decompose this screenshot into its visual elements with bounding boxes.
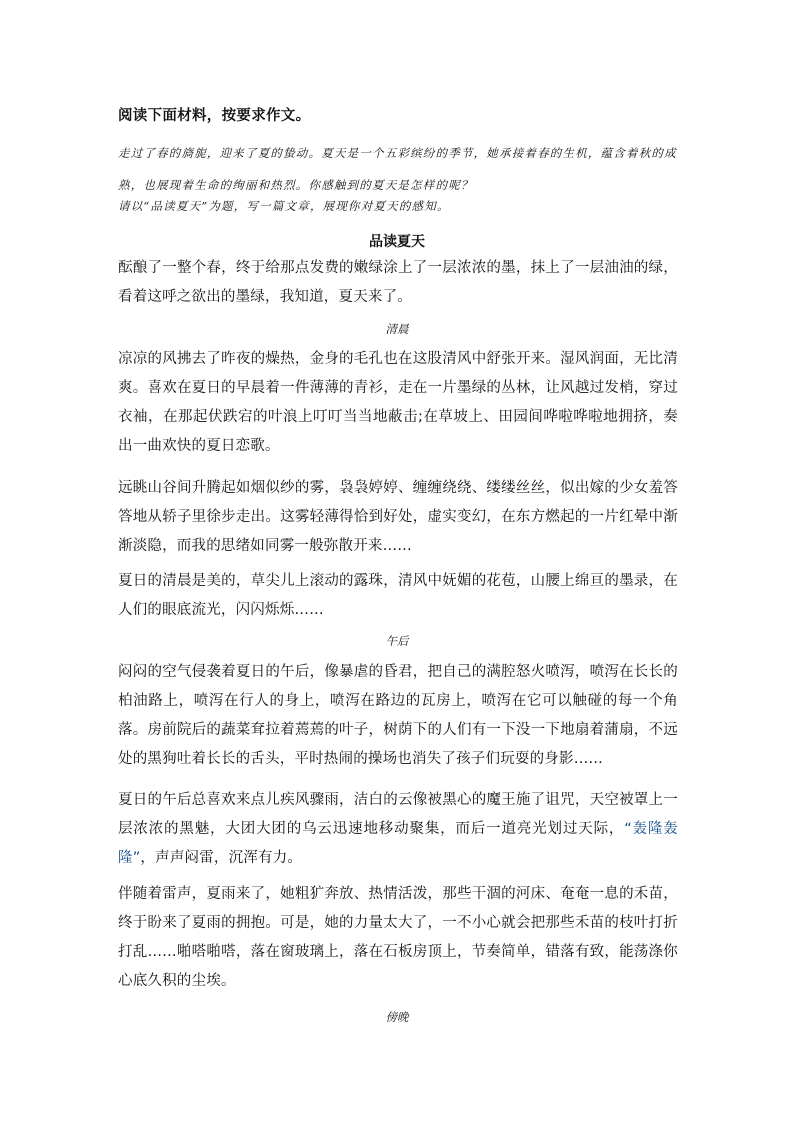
morning-paragraph-3: 夏日的清晨是美的，草尖儿上滚动的露珠，清风中妩媚的花苞，山腰上绵亘的墨录，在人们的眼底流光，闪闪烁烁…… xyxy=(118,573,678,618)
afternoon-paragraph-2-text: 夏日的午后总喜欢来点儿疾风骤雨，洁白的云像被黑心的魔王施了诅咒，天空被罩上一层浓浓的黑魅，大团大团的乌云迅速地移动聚集，而后一道亮光划过天际， xyxy=(118,792,678,837)
thunder-quote: “轰隆轰隆” xyxy=(118,821,679,866)
prompt-material: 走过了春的旖旎，迎来了夏的蛰动。夏天是一个五彩缤纷的季节，她承接着春的生机，蕴含着秋的成熟，也展现着生命的绚丽和热烈。你感触到的夏天是怎样的呢？ xyxy=(118,146,677,192)
section-heading-afternoon: 午后 xyxy=(385,634,409,648)
essay-intro-paragraph: 酝酿了一整个春，终于给那点发费的嫩绿涂上了一层浓浓的墨，抹上了一层油油的绿，看着这呼之欲出的墨绿，我知道，夏天来了。 xyxy=(118,260,678,305)
essay-title: 品读夏天 xyxy=(369,234,425,250)
afternoon-paragraph-2-end: ，声声闷雷，沉浑有力。 xyxy=(140,850,303,866)
morning-paragraph-2: 远眺山谷间升腾起如烟似纱的雾，袅袅婷婷、缠缠绕绕、缕缕丝丝，似出嫁的少女羞答答地从轿子里徐步走出。这雾轻薄得恰到好处，虚实变幻，在东方燃起的一片红晕中渐渐淡隐，而我的思绪如同雾一般弥散开来…… xyxy=(118,480,678,554)
prompt-instruction: 请以“品读夏天”为题，写一篇文章，展现你对夏天的感知。 xyxy=(118,199,450,213)
prompt-heading: 阅读下面材料，按要求作文。 xyxy=(118,108,311,124)
section-heading-evening: 傍晚 xyxy=(385,1010,409,1024)
section-heading-morning: 清晨 xyxy=(385,322,409,336)
afternoon-paragraph-1: 闷闷的空气侵袭着夏日的午后，像暴虐的昏君，把自己的满腔怒火喷泻，喷泻在长长的柏油路上，喷泻在行人的身上，喷泻在路边的瓦房上，喷泻在它可以触碰的每一个角落。房前院后的蔬菜耷拉着蔫蔫的叶子，树荫下的人们有一下没一下地扇着蒲扇，不远处的黑狗吐着长长的舌头，平时热闹的操场也消失了孩子们玩耍的身影…… xyxy=(118,664,678,767)
afternoon-paragraph-3: 伴随着雷声，夏雨来了，她粗犷奔放、热情活泼，那些干涸的河床、奄奄一息的禾苗，终于盼来了夏雨的拥抱。可是，她的力量太大了，一不小心就会把那些禾苗的枝叶打折打乱……啪嗒啪嗒，落在窗玻璃上，落在石板房顶上，节奏简单，错落有致，能荡涤你心底久积的尘埃。 xyxy=(118,886,678,989)
afternoon-paragraph-2 xyxy=(118,786,678,873)
morning-paragraph-1: 凉凉的风拂去了昨夜的燥热，金身的毛孔也在这股清风中舒张开来。湿风润面，无比清爽。喜欢在夏日的早晨着一件薄薄的青衫，走在一片墨绿的丛林，让风越过发梢，穿过衣袖，在那起伏跌宕的叶浪上叮叮当当地蔽击;在草坡上、田园间哗啦哗啦地拥挤，奏出一曲欢快的夏日恋歌。 xyxy=(118,351,678,454)
